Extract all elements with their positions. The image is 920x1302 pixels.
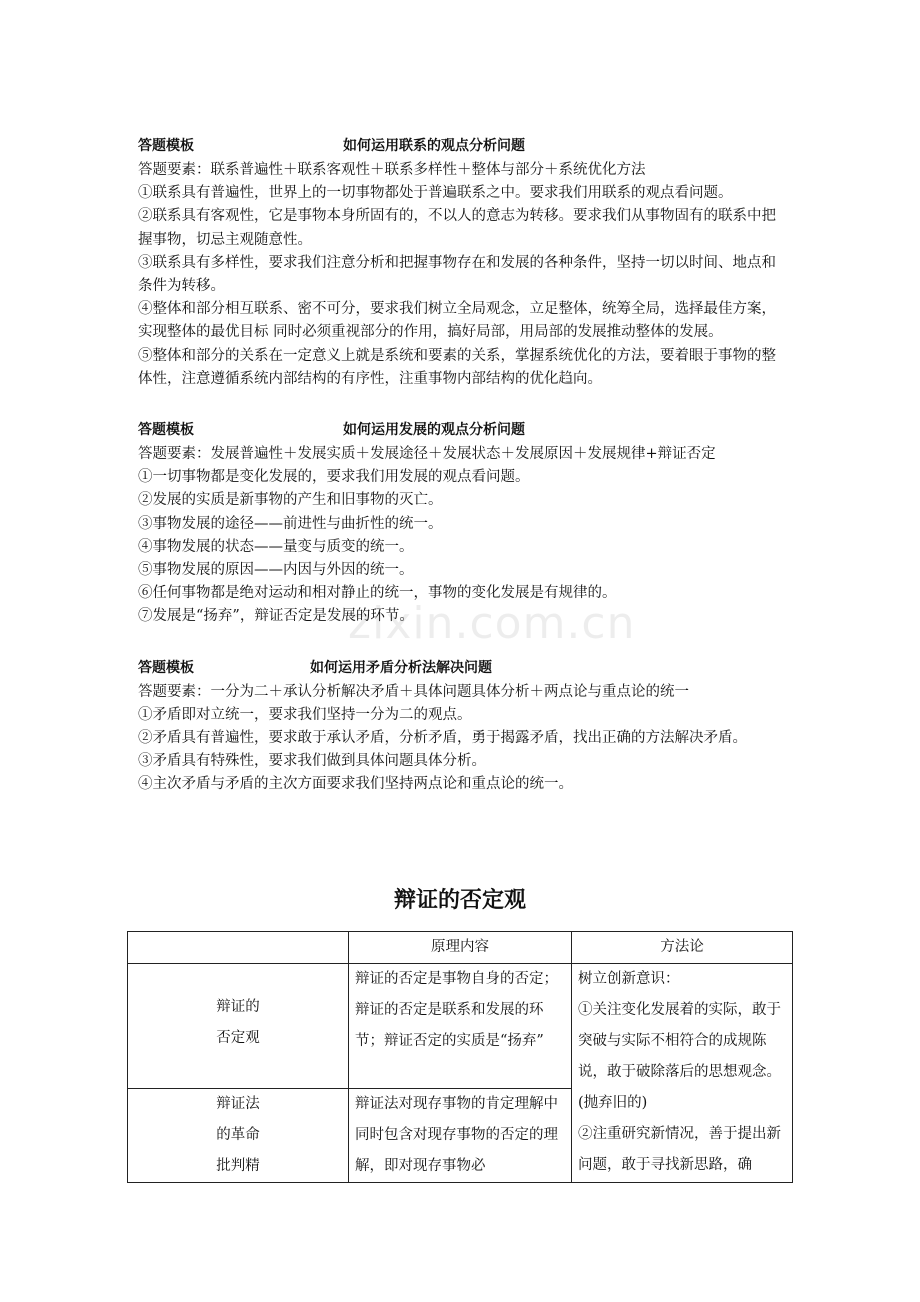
section-paragraph: ②发展的实质是新事物的产生和旧事物的灭亡。	[138, 492, 443, 509]
section-heading	[138, 417, 788, 443]
section-connection	[138, 133, 788, 391]
section-title: 如何运用矛盾分析法解决问题	[310, 659, 492, 676]
section-contradiction	[138, 655, 788, 797]
document-body	[138, 133, 788, 823]
section-paragraph: 答题要素：发展普遍性＋发展实质＋发展途径＋发展状态＋发展原因＋发展规律+辩证否定	[138, 446, 716, 463]
section-paragraph: 答题要素：一分为二＋承认分析解决矛盾＋具体问题具体分析＋两点论与重点论的统一	[138, 683, 689, 700]
method-line: ①关注变化发展着的实际，敢于突破与实际不相符合的成规陈说，敢于破除落后的思想观念。(抛弃旧的)	[578, 1002, 781, 1111]
section-paragraph: ③事物发展的途径——前进性与曲折性的统一。	[138, 515, 443, 532]
section-paragraph: ②联系具有客观性，它是事物本身所固有的，不以人的意志为转移。要求我们从事物固有的联系中把握事物，切忌主观随意性。	[138, 208, 776, 248]
section-paragraph: ③联系具有多样性，要求我们注意分析和把握事物存在和发展的各种条件，坚持一切以时间、地点和条件为转移。	[138, 254, 776, 295]
table-header-cell	[128, 932, 349, 964]
row-name-line: 辩证法	[216, 1096, 260, 1112]
section-paragraph: ②矛盾具有普遍性，要求敢于承认矛盾，分析矛盾，勇于揭露矛盾，找出正确的方法解决矛盾。	[138, 730, 747, 747]
table-header-cell: 原理内容	[349, 932, 572, 964]
section-paragraph: ①矛盾即对立统一，要求我们坚持一分为二的观点。	[138, 706, 472, 723]
method-line: ②注重研究新情况，善于提出新问题，敢于寻找新思路，确	[578, 1126, 781, 1173]
section-heading	[138, 655, 788, 681]
row-name-cell	[128, 964, 349, 1089]
section-paragraph: ④事物发展的状态——量变与质变的统一。	[138, 538, 414, 555]
section-paragraph: 答题要素：联系普遍性＋联系客观性＋联系多样性＋整体与部分＋系统优化方法	[138, 162, 646, 178]
section-label: 答题模板	[138, 422, 194, 439]
table-header-cell: 方法论	[572, 932, 793, 964]
section-paragraph: ①联系具有普遍性，世界上的一切事物都处于普遍联系之中。要求我们用联系的观点看问题。	[138, 185, 733, 202]
section-paragraph: ③矛盾具有特殊性，要求我们做到具体问题具体分析。	[138, 753, 486, 770]
table-title: 辩证的否定观	[393, 888, 526, 913]
row-name-cell	[128, 1089, 349, 1183]
negation-table	[127, 931, 793, 1183]
section-paragraph: ④主次矛盾与矛盾的主次方面要求我们坚持两点论和重点论的统一。	[138, 776, 573, 793]
row-name-line: 否定观	[216, 1030, 260, 1046]
row-name-line: 批判精	[216, 1158, 260, 1174]
method-cell	[572, 964, 793, 1183]
row-name-line: 的革命	[216, 1127, 260, 1143]
section-paragraph: ④整体和部分相互联系、密不可分，要求我们树立全局观念，立足整体，统筹全局，选择最佳方案，实现整体的最优目标 同时必须重视部分的作用，搞好局部，用局部的发展推动整体的发展。	[138, 301, 776, 341]
section-development	[138, 417, 788, 629]
row-content-cell: 辩证法对现存事物的肯定理解中同时包含对现存事物的否定的理解，即对现存事物必	[349, 1089, 572, 1183]
table-header-row	[128, 932, 793, 964]
section-title: 如何运用发展的观点分析问题	[343, 422, 525, 439]
section-heading	[138, 133, 788, 159]
watermark: zixin.com.cn	[348, 598, 636, 649]
table-row	[128, 964, 793, 1089]
section-paragraph: ⑤事物发展的原因——内因与外因的统一。	[138, 562, 414, 579]
row-name-line: 辩证的	[216, 999, 260, 1015]
section-label: 答题模板	[138, 138, 194, 154]
section-paragraph: ⑦发展是“扬弃”，辩证否定是发展的环节。	[138, 608, 414, 625]
method-line: 树立创新意识：	[578, 971, 680, 987]
section-label: 答题模板	[138, 659, 194, 676]
section-title: 如何运用联系的观点分析问题	[343, 138, 525, 154]
row-content-cell: 辩证的否定是事物自身的否定；辩证的否定是联系和发展的环节；辩证否定的实质是“扬弃”	[349, 964, 572, 1089]
section-paragraph: ⑥任何事物都是绝对运动和相对静止的统一，事物的变化发展是有规律的。	[138, 585, 617, 602]
section-paragraph: ⑤整体和部分的关系在一定意义上就是系统和要素的关系，掌握系统优化的方法，要着眼于事物的整体性，注意遵循系统内部结构的有序性，注重事物内部结构的优化趋向。	[138, 347, 776, 387]
section-paragraph: ①一切事物都是变化发展的，要求我们用发展的观点看问题。	[138, 469, 530, 486]
